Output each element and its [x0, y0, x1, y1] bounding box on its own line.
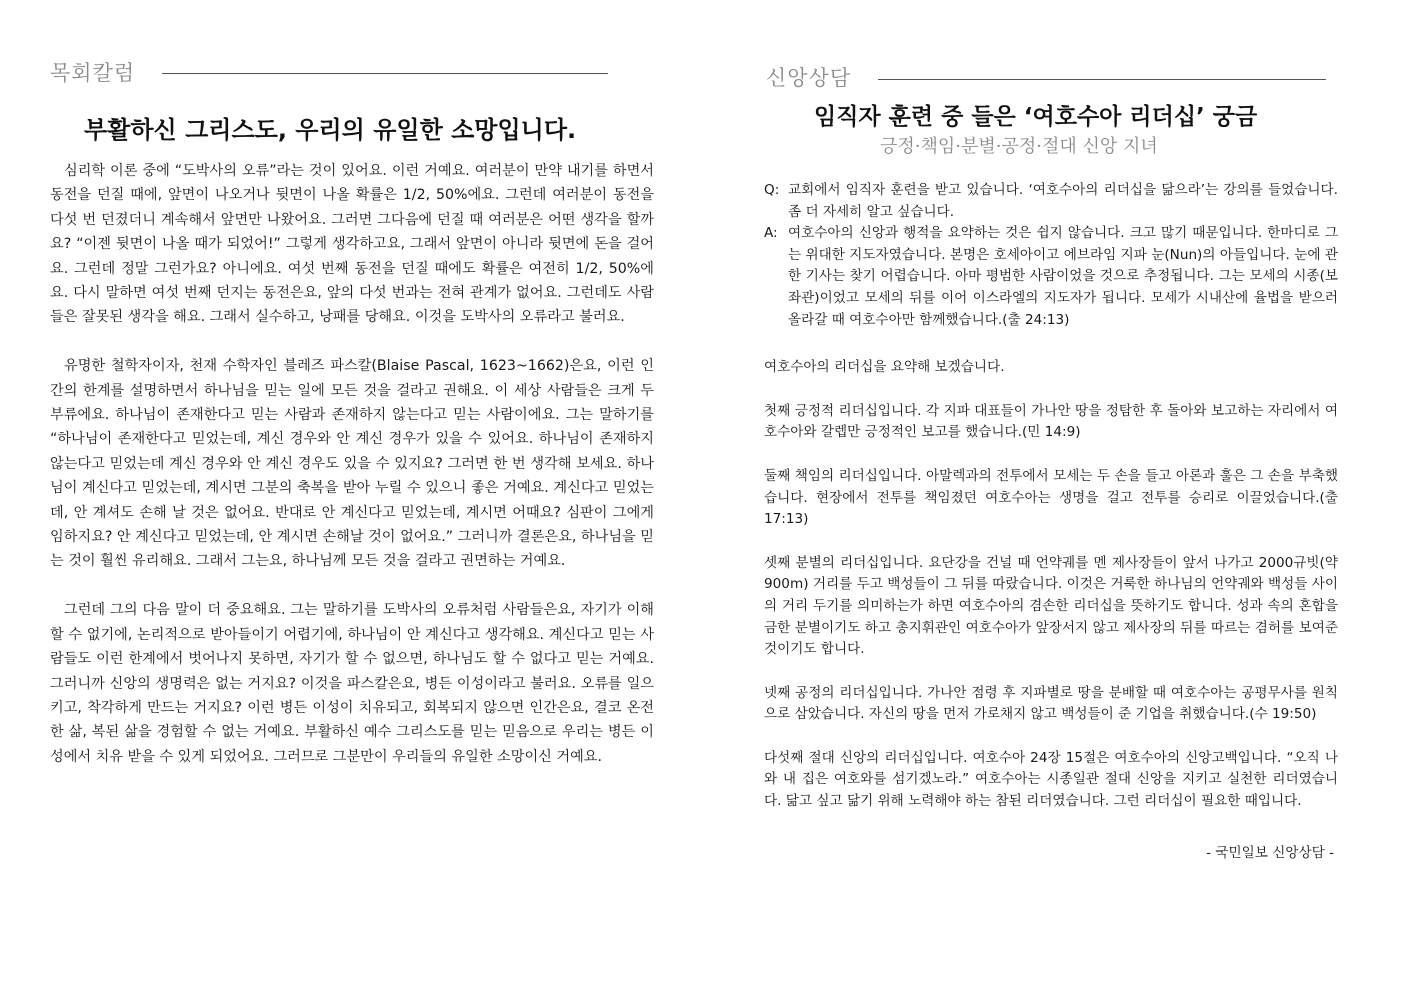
leadership-point: 둘째 책임의 리더십입니다. 아말렉과의 전투에서 모세는 두 손을 들고 아론과 훌은 그 손을 부축했습니다. 현장에서 전투를 책임졌던 여호수아는 생명을 걸고 전투를 승리로 이끌었습니다.(출 17:13): [764, 467, 1338, 528]
header-rule: [162, 73, 608, 74]
leadership-intro: 여호수아의 리더십을 요약해 보겠습니다.: [764, 359, 1005, 376]
header-rule: [878, 79, 1326, 80]
counseling-subtitle: 긍정·책임·분별·공정·절대 신앙 지녀: [880, 136, 1158, 157]
section-label-pastoral-column: 목회칼럼: [50, 61, 136, 85]
answer-block: [764, 223, 1338, 331]
article-paragraph: 유명한 철학자이자, 천재 수학자인 블레즈 파스칼(Blaise Pascal, 1623~1662)은요, 이런 인간의 한계를 설명하면서 하나님을 믿는 일에 모든 것을 걸라고 권해요. 이 세상 사람들은 크게 두 부류에요. 하나님이 존재한다고 믿는 사람과 존재하지 않는다고 믿는 사람이에요. 그는 말하기를 “하나님이 존재한다고 믿었는데, 계신 경우와 안 계신 경우가 있을 수 있어요. 하나님이 존재하지 않는다고 믿었는데 계신 경우와 안 계신 경우도 있을 수 있지요? 그러면 한 번 생각해 보세요. 하나님이 계신다고 믿었는데, 계시면 그분의 축복을 받아 누릴 수 있으니 좋은 거예요. 계신다고 믿었는데, 안 계셔도 손해 날 것은 없어요. 반대로 안 계신다고 믿었는데, 계시면 어때요? 심판이 그에게 임하지요? 안 계신다고 믿었는데, 안 계시면 손해날 것이 없어요.” 그러니까 결론은요, 하나님을 믿는 것이 훨씬 유리해요. 그래서 그는요, 하나님께 모든 것을 걸라고 권면하는 거예요.: [50, 358, 654, 570]
article-body: [50, 159, 654, 794]
counseling-body: [764, 180, 1338, 864]
answer-text: 여호수아의 신앙과 행적을 요약하는 것은 쉽지 않습니다. 크고 많기 때문입니다. 한마디로 그는 위대한 지도자였습니다. 본명은 호세아이고 에브라임 지파 눈(Nun)의 아들입니다. 눈에 관한 기사는 찾기 어렵습니다. 아마 평범한 사람이었을 것으로 추정됩니다. 그는 모세의 시종(보좌관)이었고 모세의 뒤를 이어 이스라엘의 지도자가 됩니다. 모세가 시내산에 율법을 받으러 올라갈 때 여호수아만 함께했습니다.(출 24:13): [788, 225, 1338, 328]
leadership-point: 셋째 분별의 리더십입니다. 요단강을 건널 때 언약궤를 멘 제사장들이 앞서 나가고 2000규빗(약 900m) 거리를 두고 백성들이 그 뒤를 따랐습니다. 이것은 거룩한 하나님의 언약궤와 백성들 사이의 거리 두기를 의미하는가 하면 여호수아의 겸손한 리더십을 뜻하기도 합니다. 성과 속의 혼합을 금한 분별이기도 하고 총지휘관인 여호수아가 앞장서지 않고 제사장의 뒤를 따르는 겸허를 보여준 것이기도 합니다.: [764, 554, 1338, 658]
answer-marker: A:: [764, 225, 778, 242]
counseling-title: 임직자 훈련 중 들은 ‘여호수아 리더십’ 궁금: [814, 104, 1258, 130]
leadership-point: 넷째 공정의 리더십입니다. 가나안 점령 후 지파별로 땅을 분배할 때 여호수아는 공평무사를 원칙으로 삼았습니다. 자신의 땅을 먼저 가로채지 않고 백성들이 준 기업을 취했습니다.(수 19:50): [764, 684, 1338, 723]
article-paragraph: 그런데 그의 다음 말이 더 중요해요. 그는 말하기를 도박사의 오류처럼 사람들은요, 자기가 이해할 수 없기에, 논리적으로 받아들이기 어렵기에, 하나님이 안 계신다고 생각해요. 계신다고 믿는 사람들도 이런 한계에서 벗어나지 못하면, 자기가 할 수 없으면, 하나님도 할 수 없다고 믿는 거예요. 그러니까 신앙의 생명력은 없는 거지요? 이것을 파스칼은요, 병든 이성이라고 불러요. 오류를 일으키고, 착각하게 만드는 거지요? 이런 병든 이성이 치유되고, 회복되지 않으면 인간은요, 결코 온전한 삶, 복된 삶을 경험할 수 없는 거예요. 부활하신 예수 그리스도를 믿는 믿음으로 우리는 병든 이성에서 치유 받을 수 있게 되었어요. 그러므로 그분만이 우리들의 유일한 소망이신 거예요.: [50, 602, 654, 765]
right-page: [702, 0, 1403, 992]
question-marker: Q:: [764, 182, 780, 198]
article-title: 부활하신 그리스도, 우리의 유일한 소망입니다.: [84, 116, 577, 144]
question-text: 교회에서 임직자 훈련을 받고 있습니다. ‘여호수아의 리더십을 닮으라’는 강의를 들었습니다. 좀 더 자세히 알고 싶습니다.: [788, 182, 1338, 220]
question-block: [764, 180, 1338, 223]
source-signature: - 국민일보 신앙상담 -: [1206, 844, 1334, 861]
leadership-point: 다섯째 절대 신앙의 리더십입니다. 여호수아 24장 15절은 여호수아의 신앙고백입니다. “오직 나와 내 집은 여호와를 섬기겠노라.” 여호수아는 시종일관 절대 신앙을 지키고 실천한 리더였습니다. 닮고 싶고 닮기 위해 노력해야 하는 참된 리더였습니다. 그런 리더십이 필요한 때입니다.: [764, 749, 1338, 810]
leadership-point: 첫째 긍정적 리더십입니다. 각 지파 대표들이 가나안 땅을 정탐한 후 돌아와 보고하는 자리에서 여호수아와 갈렙만 긍정적인 보고를 했습니다.(민 14:9): [764, 402, 1338, 441]
section-label-faith-counseling: 신앙상담: [766, 66, 852, 90]
article-paragraph: 심리학 이론 중에 “도박사의 오류”라는 것이 있어요. 이런 거예요. 여러분이 만약 내기를 하면서 동전을 던질 때에, 앞면이 나오거나 뒷면이 나올 확률은 1/2, 50%에요. 그런데 여러분이 동전을 다섯 번 던졌더니 계속해서 앞면만 나왔어요. 그러면 그다음에 던질 때 여러분은 어떤 생각을 할까요? “이젠 뒷면이 나올 때가 되었어!” 그렇게 생각하고요, 그래서 앞면이 아니라 뒷면에 돈을 걸어요. 그런데 정말 그런가요? 아니에요. 여섯 번째 동전을 던질 때에도 확률은 여전히 1/2, 50%에요. 다시 말하면 여섯 번째 던지는 동전은요, 앞의 다섯 번과는 전혀 관계가 없어요. 그런데도 사람들은 잘못된 생각을 해요. 그래서 실수하고, 낭패를 당해요. 이것을 도박사의 오류라고 불러요.: [50, 163, 654, 326]
